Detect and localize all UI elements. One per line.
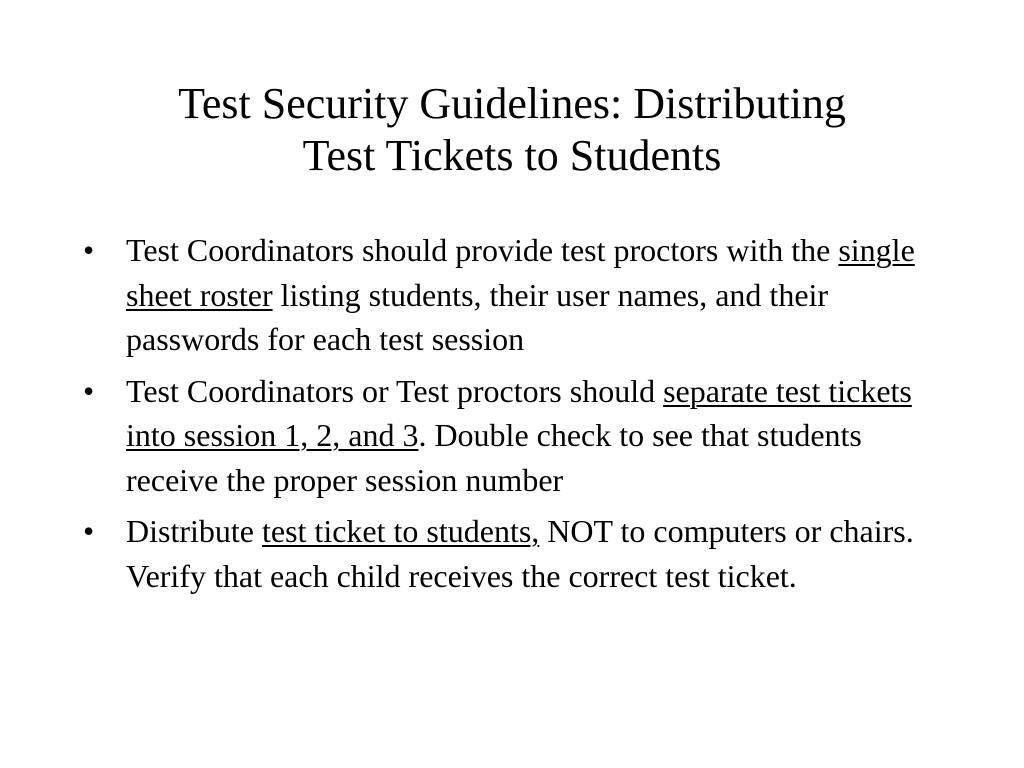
slide-title-line-2: Test Tickets to Students	[302, 131, 722, 180]
underlined-phrase: single sheet roster	[126, 232, 915, 313]
bullet-icon: •	[83, 232, 95, 268]
slide-title-line-1: Test Security Guidelines: Distributing	[178, 79, 846, 128]
bullet-text: NOT to computers or chairs. Verify that each child receives the correct test ticket.	[126, 513, 914, 594]
slide-title	[60, 78, 964, 182]
bullet-icon: •	[83, 372, 95, 409]
bullet-text: Test Coordinators or Test proctors should	[126, 372, 664, 409]
bullet-item-distribute	[83, 509, 943, 598]
bullet-text: Test Coordinators should provide test proctors with the	[126, 232, 839, 268]
bullet-text: . Double check to see that students receive the proper session number	[126, 417, 862, 498]
bullet-item-separate	[83, 369, 943, 503]
bullet-text: Distribute	[126, 513, 262, 549]
underlined-phrase: separate test tickets into session 1, 2, and 3	[126, 372, 912, 453]
bullet-item-roster	[83, 228, 943, 362]
underlined-phrase: test ticket to students,	[261, 513, 540, 549]
bullet-list	[83, 228, 943, 605]
bullet-text: listing students, their user names, and their passwords for each test session	[126, 276, 829, 357]
bullet-icon: •	[83, 513, 95, 549]
